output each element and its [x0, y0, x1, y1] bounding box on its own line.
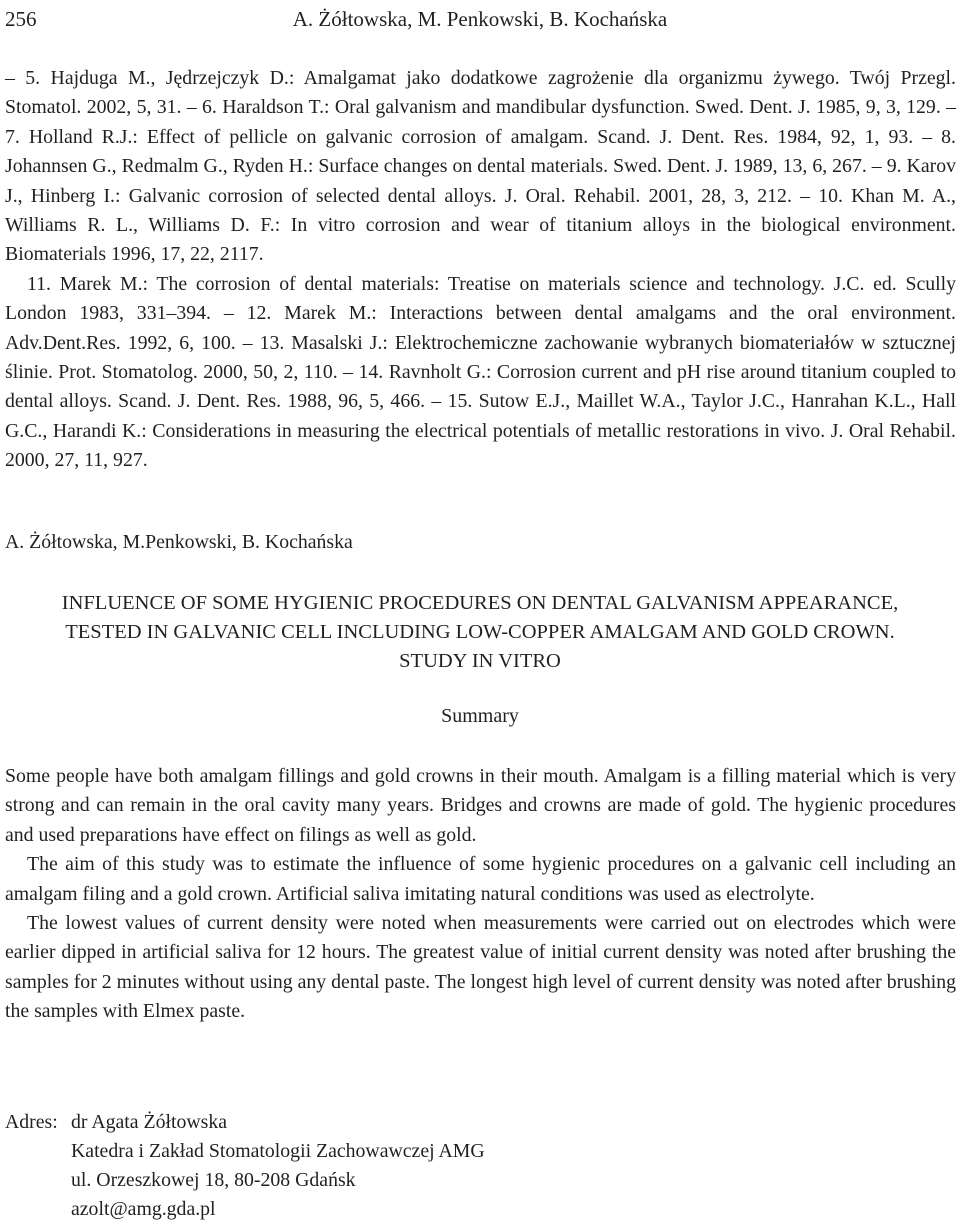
summary-paragraph-2: The aim of this study was to estimate the influence of some hygienic procedures on a galvanic cell including an amalgam filing and a gold crown. Artificial saliva imitating natural conditions was used as electrolyte.	[5, 853, 956, 905]
summary-heading: Summary	[441, 705, 519, 727]
summary-body	[5, 762, 956, 1027]
page-header	[5, 4, 955, 34]
summary-paragraph-3: The lowest values of current density were noted when measurements were carried out on electrodes which were earlier dipped in artificial saliva for 12 hours. The greatest value of initial current density was noted after brushing the samples for 2 minutes without using any dental paste. The longest high level of current density was noted after brushing the samples with Elmex paste.	[5, 912, 956, 1023]
title-line-3: STUDY IN VITRO	[399, 650, 561, 672]
address-first-line	[5, 1108, 485, 1137]
running-head: A. Żółtowska, M. Penkowski, B. Kochańska	[292, 7, 668, 31]
address-name: dr Agata Żółtowska	[71, 1111, 228, 1133]
address-department: Katedra i Zakład Stomatologii Zachowawczej AMG	[71, 1140, 485, 1162]
address-email: azolt@amg.gda.pl	[71, 1198, 216, 1220]
title-line-1: INFLUENCE OF SOME HYGIENIC PROCEDURES ON DENTAL GALVANISM APPEARANCE,	[61, 592, 899, 614]
summary-paragraph-1: Some people have both amalgam fillings and gold crowns in their mouth. Amalgam is a filling material which is very strong and can remain in the oral cavity many years. Bridges and crowns are made of gold. The hygienic procedures and used preparations have effect on filings as well as gold.	[5, 765, 956, 846]
address-street: ul. Orzeszkowej 18, 80-208 Gdańsk	[71, 1169, 356, 1191]
page-number: 256	[5, 7, 37, 31]
references-section	[5, 64, 956, 476]
correspondence-address	[5, 1108, 485, 1224]
references-paragraph-1: – 5. Hajduga M., Jędrzejczyk D.: Amalgamat jako dodatkowe zagrożenie dla organizmu żywego. Twój Przegl. Stomatol. 2002, 5, 31. – 6. Haraldson T.: Oral galvanism and mandibular dysfunction. Swed. Dent. J. 1985, 9, 3, 129. – 7. Holland R.J.: Effect of pellicle on galvanic corrosion of amalgam. Scand. J. Dent. Res. 1984, 92, 1, 93. – 8. Johannsen G., Redmalm G., Ryden H.: Surface changes on dental materials. Swed. Dent. J. 1989, 13, 6, 267. – 9. Karov J., Hinberg I.: Galvanic corrosion of selected dental alloys. J. Oral. Rehabil. 2001, 28, 3, 212. – 10. Khan M. A., Williams R. L., Williams D. F.: In vitro corrosion and wear of titanium alloys in the biological environment. Biomaterials 1996, 17, 22, 2117.	[5, 67, 956, 266]
references-paragraph-2: 11. Marek M.: The corrosion of dental materials: Treatise on materials science and technology. J.C. ed. Scully London 1983, 331–394. – 12. Marek M.: Interactions between dental amalgams and the oral environment. Adv.Dent.Res. 1992, 6, 100. – 13. Masalski J.: Elektrochemiczne zachowanie wybranych biomateriałów w sztucznej ślinie. Prot. Stomatolog. 2000, 50, 2, 110. – 14. Ravnholt G.: Corrosion current and pH rise around titanium coupled to dental alloys. Scand. J. Dent. Res. 1988, 96, 5, 466. – 15. Sutow E.J., Maillet W.A., Taylor J.C., Hanrahan K.L., Hall G.C., Harandi K.: Considerations in measuring the electrical potentials of metallic restorations in vivo. J. Oral Rehabil. 2000, 27, 11, 927.	[5, 272, 956, 472]
address-label: Adres:	[5, 1111, 58, 1133]
article-authors: A. Żółtowska, M.Penkowski, B. Kochańska	[5, 531, 353, 553]
article-title	[0, 589, 960, 676]
title-line-2: TESTED IN GALVANIC CELL INCLUDING LOW-COPPER AMALGAM AND GOLD CROWN.	[65, 621, 895, 643]
